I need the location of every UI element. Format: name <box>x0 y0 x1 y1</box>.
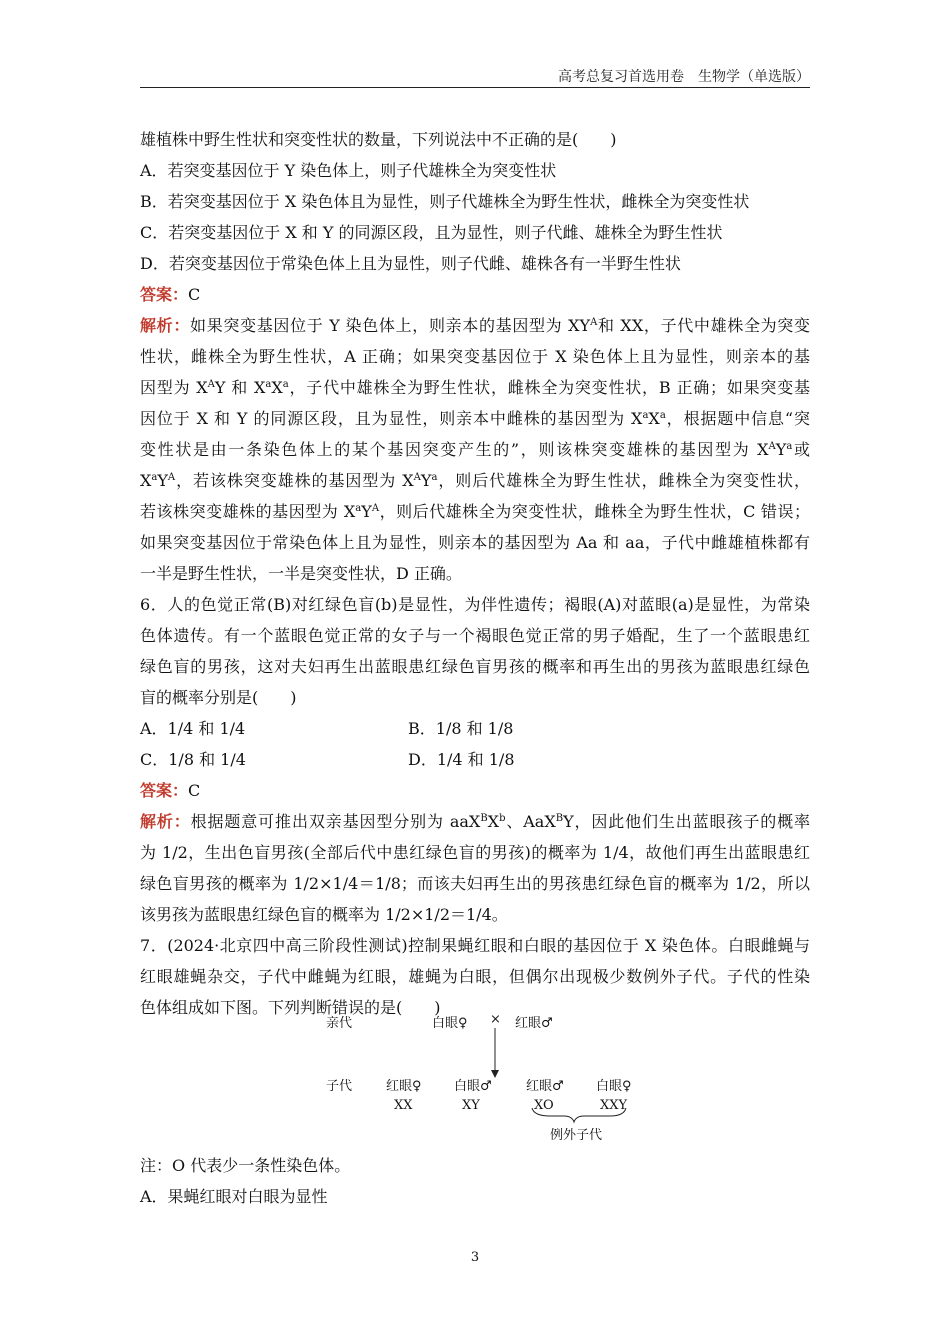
parent-female: 白眼♀ <box>432 1016 468 1031</box>
q7-stem-line-1: 7．(2024·北京四中高三阶段性测试)控制果蝇红眼和白眼的基因位于 X 染色体。白眼雌蝇与 <box>140 936 810 955</box>
exception-white-female: 白眼♀ <box>596 1079 632 1094</box>
q5-analysis-line-3: 因型为 $X^AY$ 和 $X^aX^a$，子代中雄株全为野生性状，雌株全为突变性状，B 正确；如果突变基 <box>140 378 810 397</box>
answer-label: 答案： <box>140 285 189 304</box>
q7-stem-line-2: 红眼雄蝇杂交，子代中雌蝇为红眼，雄蝇为白眼，但偶尔出现极少数例外子代。子代的性染 <box>140 967 810 986</box>
q5-analysis-line-4: 因位于 X 和 Y 的同源区段，且为显性，则亲本中雌株的基因型为 $X^aX^a$，根据题中信息“突 <box>140 409 810 428</box>
parent-generation-label: 亲代 <box>326 1016 353 1031</box>
cross-diagram <box>320 1008 640 1148</box>
q6-options-row-2 <box>140 744 810 775</box>
q6-stem-line-2: 色体遗传。有一个蓝眼色觉正常的女子与一个褐眼色觉正常的男子婚配，生了一个蓝眼患红 <box>140 626 810 645</box>
q5-analysis-line-5: 变性状是由一条染色体上的某个基因突变产生的”，则该株突变雄株的基因型为 $X^AY^a$或 <box>140 440 810 459</box>
offspring-white-male-genotype: XY <box>462 1098 480 1113</box>
q6-options-row-1 <box>140 713 810 744</box>
q6-option-b: B．1/8 和 1/8 <box>408 719 514 738</box>
analysis-label: 解析： <box>140 316 191 335</box>
q6-analysis-line-4: 该男孩为蓝眼患红绿色盲的概率为 1/2×1/2＝1/4。 <box>140 905 508 924</box>
q7-option-a: A．果蝇红眼对白眼为显性 <box>140 1187 328 1206</box>
q5-option-a: A．若突变基因位于 Y 染色体上，则子代雄株全为突变性状 <box>140 161 557 180</box>
offspring-red-female: 红眼♀ <box>386 1079 422 1094</box>
q6-option-a: A．1/4 和 1/4 <box>140 719 246 738</box>
q7-after-figure <box>140 1150 810 1212</box>
q5-analysis-line-7: 若该株突变雄株的基因型为 $X^aY^A$，则后代雄株全为突变性状，雌株全为野生性状，C 错误； <box>140 502 810 521</box>
offspring-white-male: 白眼♂ <box>454 1079 492 1094</box>
answer-value: C <box>188 781 201 800</box>
offspring-generation-label: 子代 <box>326 1079 353 1094</box>
q5-analysis-line-6: $X^aY^A$，若该株突变雄株的基因型为 $X^AY^a$，则后代雄株全为野生性状，雌株全为突变性状， <box>140 471 810 490</box>
q5-option-b: B．若突变基因位于 X 染色体且为显性，则子代雄株全为野生性状，雌株全为突变性状 <box>140 192 750 211</box>
q6-analysis-line-3: 绿色盲男孩的概率为 1/2×1/4＝1/8；而该夫妇再生出的男孩患红绿色盲的概率为 1/2，所以 <box>140 874 810 893</box>
q6-answer <box>140 775 810 806</box>
q5-analysis-line-9: 一半是野生性状，一半是突变性状，D 正确。 <box>140 564 462 583</box>
page-number: 3 <box>470 1250 480 1265</box>
q6-stem-line-4: 盲的概率分别是( ) <box>140 688 297 707</box>
q5-analysis-line-2: 性状，雌株全为野生性状，A 正确；如果突变基因位于 X 染色体上且为显性，则亲本的基 <box>140 347 810 366</box>
parent-male: 红眼♂ <box>515 1016 553 1031</box>
q5-analysis-line-8: 如果突变基因位于常染色体上且为显性，则亲本的基因型为 Aa 和 aa，子代中雌雄植株都有 <box>140 533 810 552</box>
exception-red-male: 红眼♂ <box>526 1079 564 1094</box>
q5-option-d: D．若突变基因位于常染色体上且为显性，则子代雌、雄株各有一半野生性状 <box>140 254 681 273</box>
q6-stem-line-3: 绿色盲的男孩，这对夫妇再生出蓝眼患红绿色盲男孩的概率和再生出的男孩为蓝眼患红绿色 <box>140 657 810 676</box>
exception-white-female-genotype: XXY <box>600 1098 628 1113</box>
q5-option-c: C．若突变基因位于 X 和 Y 的同源区段，且为显性，则子代雌、雄株全为野生性状 <box>140 223 723 242</box>
q6-analysis-line-2: 为 1/2，生出色盲男孩(全部后代中患红绿色盲的男孩)的概率为 1/4，故他们再生出蓝眼患红 <box>140 843 810 862</box>
page-header: 高考总复习首选用卷 生物学（单选版） <box>558 69 810 85</box>
header-rule <box>140 87 810 88</box>
exception-red-male-genotype: XO <box>534 1098 554 1113</box>
analysis-label: 解析： <box>140 812 191 831</box>
main-content <box>140 124 810 1023</box>
exception-offspring-label: 例外子代 <box>550 1128 603 1143</box>
cross-symbol: × <box>490 1012 501 1027</box>
q6-option-c: C．1/8 和 1/4 <box>140 750 246 769</box>
q6-stem-line-1: 6．人的色觉正常(B)对红绿色盲(b)是显性，为伴性遗传；褐眼(A)对蓝眼(a)是显性，为常染 <box>140 595 810 614</box>
answer-value: C <box>188 285 201 304</box>
q7-stem-line-3: 色体组成如下图。下列判断错误的是( ) <box>140 998 441 1017</box>
q5-answer <box>140 279 810 310</box>
answer-label: 答案： <box>140 781 189 800</box>
cross-arrow-head <box>491 1070 499 1078</box>
q7-note: 注：O 代表少一条性染色体。 <box>140 1156 351 1175</box>
offspring-red-female-genotype: XX <box>394 1098 413 1113</box>
q6-analysis-line-1: 解析：根据题意可推出双亲基因型分别为 $aaX^BX^b$、AaX$^B$Y，因此他们生出蓝眼孩子的概率 <box>140 812 810 831</box>
q5-analysis-line-1: 解析：如果突变基因位于 Y 染色体上，则亲本的基因型为 $XY^A$和 XX，子代中雄株全为突变 <box>140 316 810 335</box>
q6-option-d: D．1/4 和 1/8 <box>408 750 515 769</box>
q5-stem: 雄植株中野生性状和突变性状的数量，下列说法中不正确的是( ) <box>140 130 617 149</box>
